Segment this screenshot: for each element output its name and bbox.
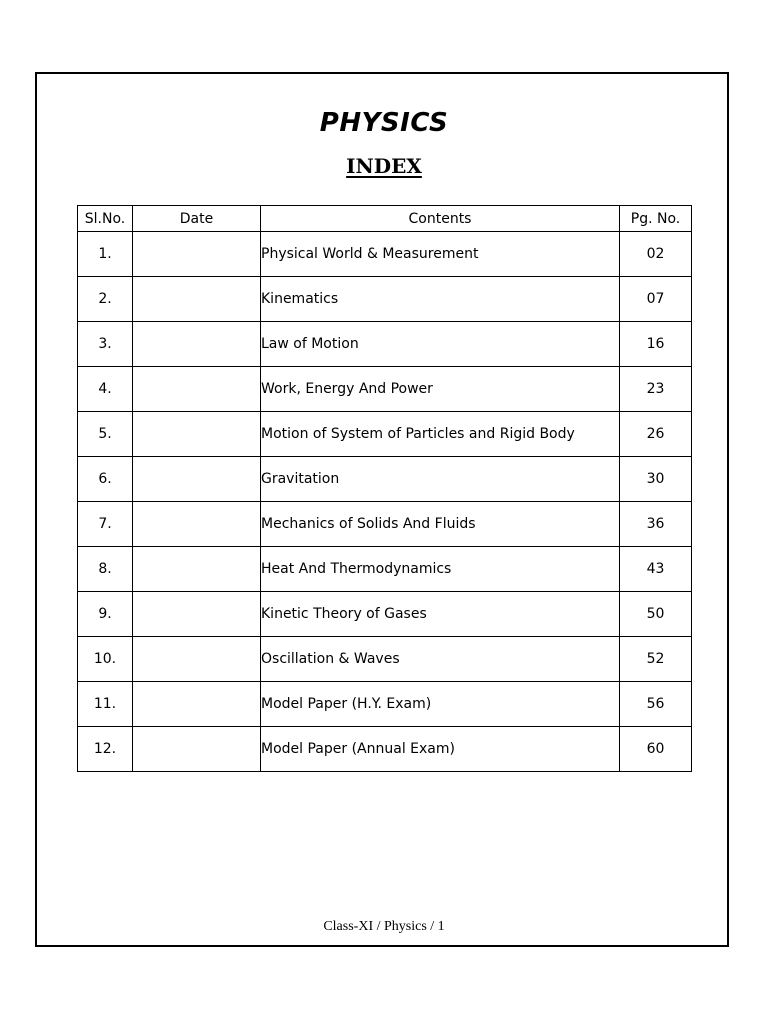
cell-contents: Model Paper (H.Y. Exam) xyxy=(261,682,620,727)
table-row xyxy=(78,277,692,322)
cell-sl-no: 1. xyxy=(78,232,133,277)
page-title: PHYSICS xyxy=(319,108,449,138)
cell-sl-no: 2. xyxy=(78,277,133,322)
table-row xyxy=(78,682,692,727)
cell-sl-no: 9. xyxy=(78,592,133,637)
cell-date xyxy=(133,277,261,322)
cell-sl-no: 5. xyxy=(78,412,133,457)
cell-sl-no: 10. xyxy=(78,637,133,682)
cell-sl-no: 3. xyxy=(78,322,133,367)
cell-date xyxy=(133,232,261,277)
cell-pg-no: 30 xyxy=(620,457,692,502)
table-row xyxy=(78,367,692,412)
cell-pg-no: 36 xyxy=(620,502,692,547)
cell-contents: Law of Motion xyxy=(261,322,620,367)
cell-date xyxy=(133,502,261,547)
cell-pg-no: 23 xyxy=(620,367,692,412)
cell-contents: Kinetic Theory of Gases xyxy=(261,592,620,637)
table-row xyxy=(78,502,692,547)
cell-sl-no: 11. xyxy=(78,682,133,727)
table-row xyxy=(78,547,692,592)
header-contents: Contents xyxy=(261,206,620,232)
cell-contents: Model Paper (Annual Exam) xyxy=(261,727,620,772)
header-pg-no: Pg. No. xyxy=(620,206,692,232)
cell-sl-no: 12. xyxy=(78,727,133,772)
cell-date xyxy=(133,547,261,592)
cell-sl-no: 7. xyxy=(78,502,133,547)
cell-pg-no: 50 xyxy=(620,592,692,637)
header-sl-no: Sl.No. xyxy=(78,206,133,232)
cell-date xyxy=(133,682,261,727)
cell-date xyxy=(133,412,261,457)
cell-pg-no: 52 xyxy=(620,637,692,682)
cell-date xyxy=(133,592,261,637)
table-row xyxy=(78,727,692,772)
cell-contents: Physical World & Measurement xyxy=(261,232,620,277)
cell-contents: Mechanics of Solids And Fluids xyxy=(261,502,620,547)
cell-contents: Work, Energy And Power xyxy=(261,367,620,412)
cell-date xyxy=(133,322,261,367)
cell-pg-no: 56 xyxy=(620,682,692,727)
cell-pg-no: 60 xyxy=(620,727,692,772)
table-row xyxy=(78,412,692,457)
table-row xyxy=(78,592,692,637)
table-row xyxy=(78,232,692,277)
header-date: Date xyxy=(133,206,261,232)
cell-pg-no: 02 xyxy=(620,232,692,277)
cell-contents: Oscillation & Waves xyxy=(261,637,620,682)
cell-pg-no: 16 xyxy=(620,322,692,367)
cell-sl-no: 8. xyxy=(78,547,133,592)
cell-pg-no: 43 xyxy=(620,547,692,592)
table-row xyxy=(78,637,692,682)
cell-pg-no: 07 xyxy=(620,277,692,322)
cell-contents: Kinematics xyxy=(261,277,620,322)
cell-contents: Motion of System of Particles and Rigid Body xyxy=(261,412,620,457)
page-subtitle: INDEX xyxy=(346,154,422,178)
table-row xyxy=(78,322,692,367)
cell-pg-no: 26 xyxy=(620,412,692,457)
cell-date xyxy=(133,727,261,772)
page-footer: Class-XI / Physics / 1 xyxy=(323,919,445,934)
table-header-row xyxy=(78,206,692,232)
cell-sl-no: 4. xyxy=(78,367,133,412)
table-row xyxy=(78,457,692,502)
cell-date xyxy=(133,367,261,412)
cell-sl-no: 6. xyxy=(78,457,133,502)
index-table xyxy=(77,205,692,772)
cell-date xyxy=(133,637,261,682)
cell-date xyxy=(133,457,261,502)
cell-contents: Gravitation xyxy=(261,457,620,502)
cell-contents: Heat And Thermodynamics xyxy=(261,547,620,592)
